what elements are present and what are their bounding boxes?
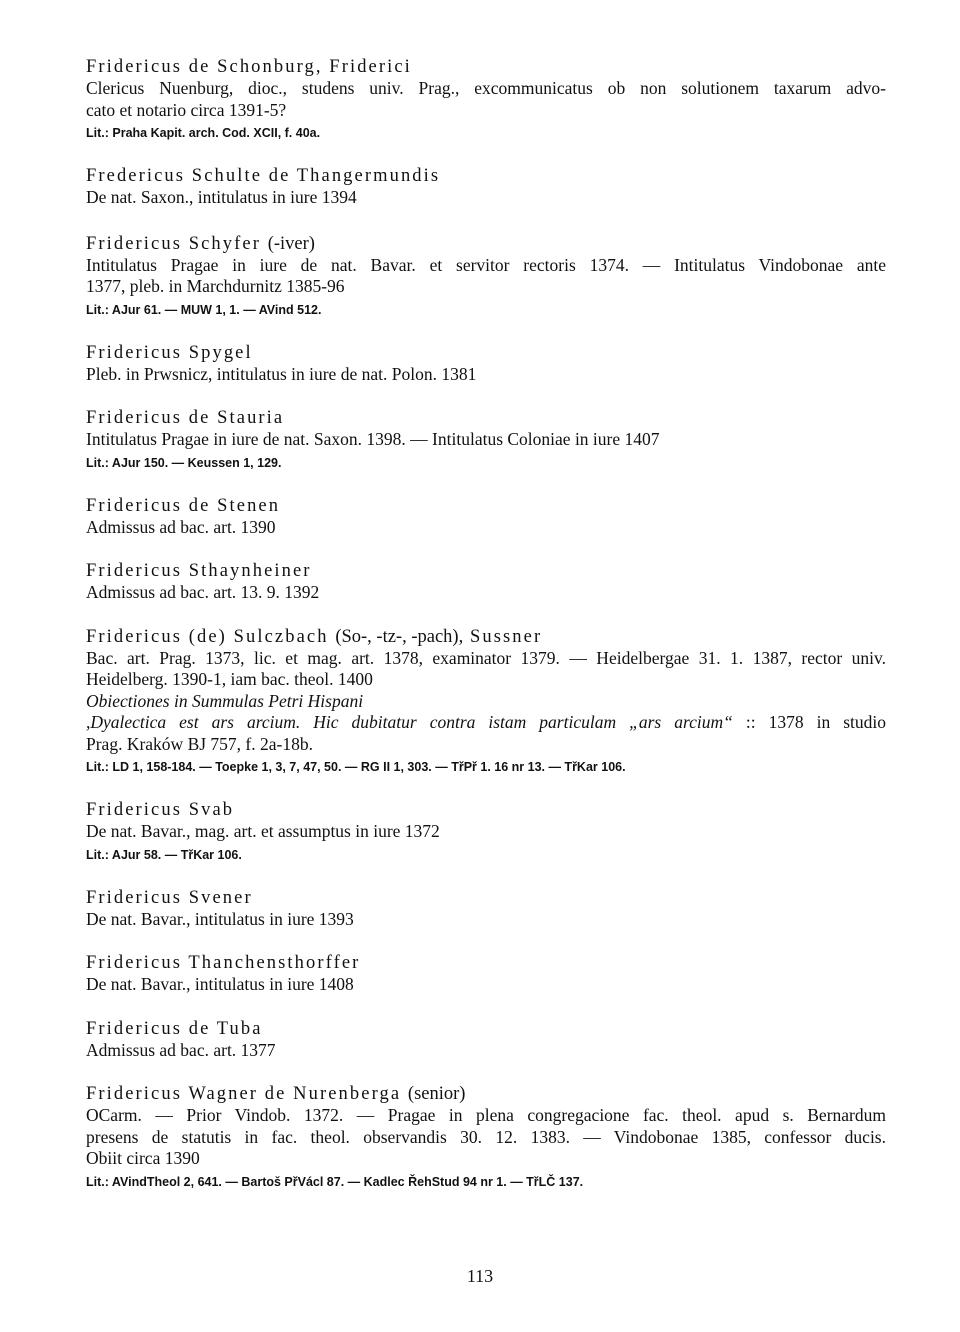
entry-literature: Lit.: Praha Kapit. arch. Cod. XCII, f. 40a. [86, 126, 321, 140]
entry [86, 165, 886, 209]
entry [86, 56, 886, 143]
entry-text: Obiit circa 1390 [86, 1148, 200, 1168]
entry-text: Admissus ad bac. art. 13. 9. 1392 [86, 582, 320, 602]
entry-heading [86, 1083, 886, 1105]
entry [86, 626, 886, 778]
heading-name: Fridericus Schyfer [86, 233, 261, 254]
entry-text: De nat. Saxon., intitulatus in iure 1394 [86, 187, 357, 207]
incipit-tail: :: 1378 in studio [745, 712, 886, 732]
entry-text: presens de statutis in fac. theol. observandis 30. 12. 1383. — Vindobonae 1385, confessor ducis. [86, 1126, 886, 1147]
entry-heading: Fridericus Svab [86, 800, 235, 820]
entry [86, 952, 886, 996]
entry-heading: Fridericus Sthaynheiner [86, 561, 312, 581]
entry-text: Pleb. in Prwsnicz, intitulatus in iure de nat. Polon. 1381 [86, 363, 477, 384]
entry [86, 495, 886, 539]
entry [86, 799, 886, 865]
work-incipit [86, 712, 886, 734]
entry [86, 233, 886, 320]
entry-text: De nat. Bavar., intitulatus in iure 1408 [86, 974, 354, 994]
entry-heading: Fridericus de Schonburg, Friderici [86, 57, 412, 77]
entry-text: De nat. Bavar., intitulatus in iure 1393 [86, 908, 354, 929]
entry-text: Intitulatus Pragae in iure de nat. Saxon. 1398. — Intitulatus Coloniae in iure 1407 [86, 429, 660, 449]
heading-name: Fridericus Wagner de Nurenberga [86, 1084, 402, 1104]
entry-literature: Lit.: AVindTheol 2, 641. — Bartoš PřVácl 87. — Kadlec ŘehStud 94 nr 1. — TřLČ 137. [86, 1174, 584, 1189]
heading-variant: (So-, -tz-, -pach), [335, 626, 464, 647]
heading-name: Fridericus (de) Sulczbach [86, 626, 329, 647]
entry-text: OCarm. — Prior Vindob. 1372. — Pragae in plena congregacione fac. theol. apud s. Bernardum [86, 1105, 886, 1125]
entry [86, 887, 886, 931]
page-content [86, 56, 886, 1192]
entry-text: Heidelberg. 1390-1, iam bac. theol. 1400 [86, 669, 373, 689]
entry-literature: Lit.: AJur 150. — Keussen 1, 129. [86, 455, 282, 470]
entry-heading: Fridericus Svener [86, 887, 253, 908]
entry [86, 342, 886, 386]
incipit-text: ,Dyalectica est ars arcium. Hic dubitatur contra istam particulam „ars arcium“ [86, 712, 733, 732]
entry-heading [86, 626, 886, 648]
entry-heading: Fridericus de Stauria [86, 408, 285, 428]
heading-variant: (senior) [407, 1084, 466, 1104]
entry-literature: Lit.: LD 1, 158-184. — Toepke 1, 3, 7, 47, 50. — RG II 1, 303. — TřPř 1. 16 nr 13. — TřKar 106. [86, 760, 626, 774]
entry-heading [86, 233, 886, 255]
entry-text: Clericus Nuenburg, dioc., studens univ. Prag., excommunicatus ob non solutionem taxarum advo- [86, 78, 886, 98]
heading-variant: (-iver) [267, 233, 315, 254]
entry-text: De nat. Bavar., mag. art. et assumptus in iure 1372 [86, 821, 440, 841]
entry [86, 1018, 886, 1062]
entry-heading: Fridericus de Tuba [86, 1018, 263, 1039]
entry-text: Intitulatus Pragae in iure de nat. Bavar. et servitor rectoris 1374. — Intitulatus Vindobonae ante [86, 254, 886, 275]
entry-text: 1377, pleb. in Marchdurnitz 1385-96 [86, 276, 345, 296]
entry-text: cato et notario circa 1391-5? [86, 99, 287, 120]
work-title: Obiectiones in Summulas Petri Hispani [86, 690, 364, 711]
entry [86, 560, 886, 604]
entry-heading: Fridericus Spygel [86, 342, 253, 363]
entry-text: Admissus ad bac. art. 1390 [86, 516, 276, 537]
entry-literature: Lit.: AJur 61. — MUW 1, 1. — AVind 512. [86, 302, 322, 317]
entry-text: Admissus ad bac. art. 1377 [86, 1039, 276, 1060]
entry-heading: Fridericus Thanchensthorffer [86, 953, 361, 973]
entry [86, 407, 886, 473]
entry-literature: Lit.: AJur 58. — TřKar 106. [86, 847, 242, 862]
entry-text: Bac. art. Prag. 1373, lic. et mag. art. 1378, examinator 1379. — Heidelbergae 31. 1. 1387, rector univ. [86, 647, 886, 668]
entry [86, 1083, 886, 1192]
entry-heading: Fridericus de Stenen [86, 495, 281, 516]
page-number: 113 [466, 1266, 494, 1286]
heading-name-tail: Sussner [469, 626, 543, 647]
entry-heading: Fredericus Schulte de Thangermundis [86, 166, 441, 186]
entry-text: Prag. Kraków BJ 757, f. 2a-18b. [86, 733, 313, 754]
